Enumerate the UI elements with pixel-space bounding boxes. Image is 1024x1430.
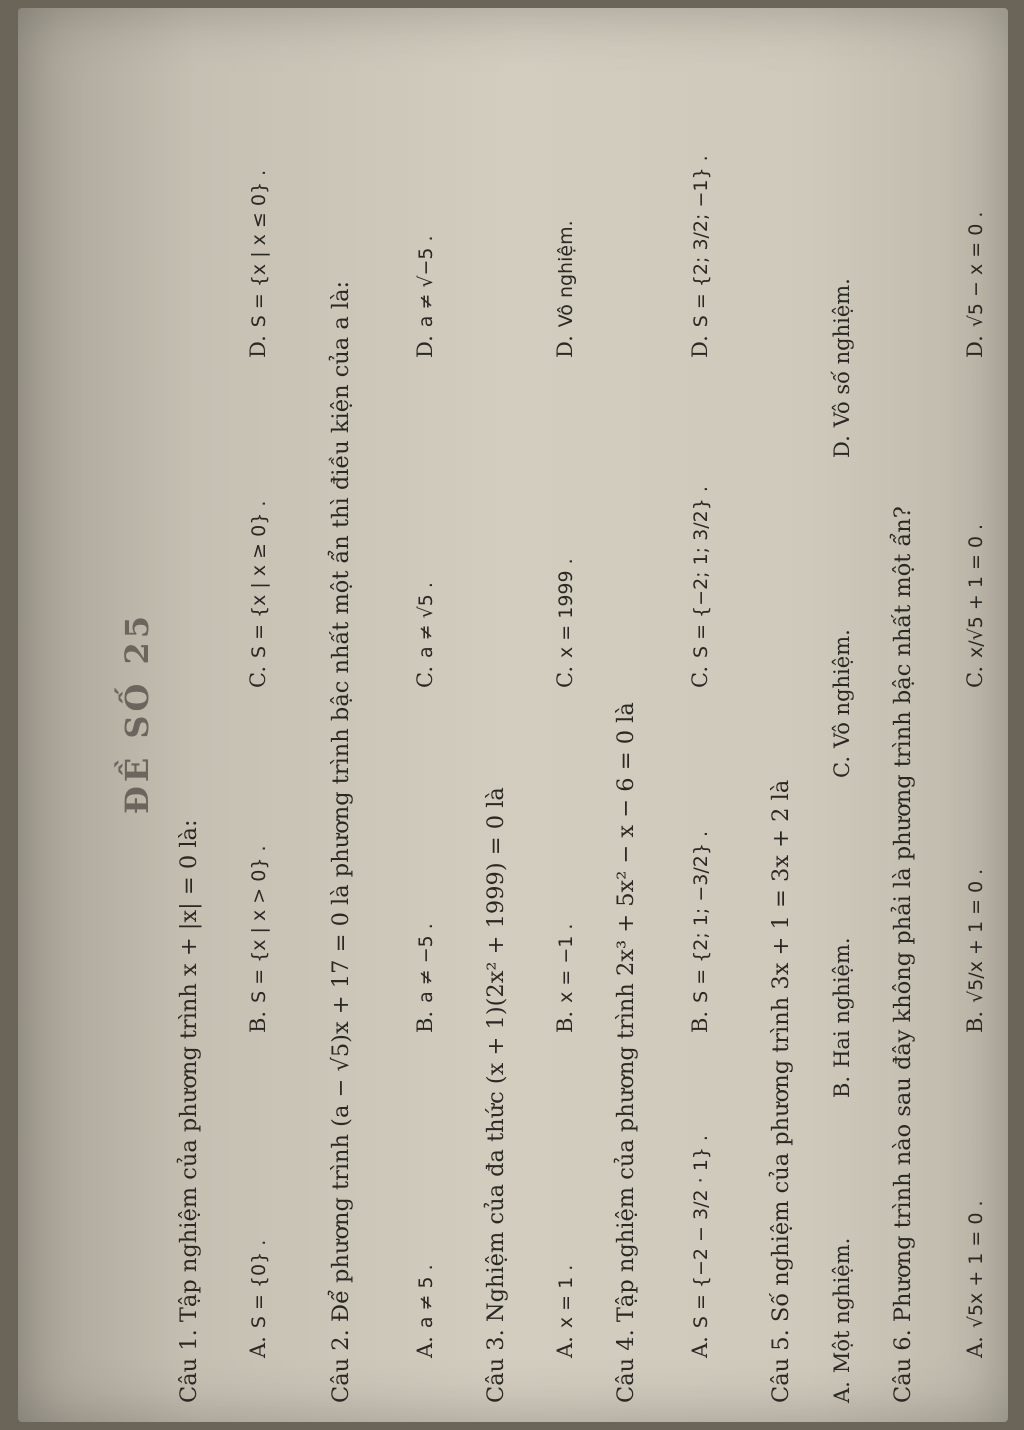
exam-title: ĐỀ SỐ 25: [118, 611, 156, 815]
question-6-option-c[interactable]: C.x/√5 + 1 = 0 .: [963, 523, 987, 688]
question-6-text: Phương trình nào sau đây không phải là phương trình bậc nhất một ẩn?: [890, 506, 916, 1323]
exam-paper: [18, 8, 1008, 1422]
question-4-option-b[interactable]: B.S = {2; 1; −3/2} .: [688, 831, 712, 1033]
question-4-text: Tập nghiệm của phương trình 2x³ + 5x² − x − 6 = 0 là: [613, 702, 639, 1323]
question-4-label: Câu 4.: [613, 1329, 639, 1403]
question-1-option-c[interactable]: C.S = {x | x ≥ 0} .: [246, 500, 270, 688]
question-2-text: Để phương trình (a − √5)x + 17 = 0 là phương trình bậc nhất một ẩn thì điều kiện của a là:: [328, 280, 354, 1323]
question-4-option-d[interactable]: D.S = {2; 3/2; −1} .: [688, 155, 712, 358]
question-1-option-d[interactable]: D.S = {x | x ≤ 0} .: [246, 169, 270, 358]
question-3-option-a[interactable]: A.x = 1 .: [553, 1264, 577, 1358]
question-1-label: Câu 1.: [176, 1329, 202, 1403]
question-3-option-d[interactable]: D.Vô nghiệm.: [553, 220, 577, 358]
question-4-option-c[interactable]: C.S = {−2; 1; 3/2} .: [688, 486, 712, 688]
question-3-text: Nghiệm của đa thức (x + 1)(2x² + 1999) = 0 là: [483, 787, 509, 1323]
question-5-option-b[interactable]: B.Hai nghiệm.: [830, 937, 854, 1098]
question-1-option-a[interactable]: A.S = {0} .: [246, 1239, 270, 1358]
question-1-text: Tập nghiệm của phương trình x + |x| = 0 là:: [176, 819, 202, 1323]
question-5-option-a[interactable]: A.Một nghiệm.: [830, 1237, 854, 1403]
question-3-option-c[interactable]: C.x = 1999 .: [553, 558, 577, 688]
question-5: [768, 780, 794, 1403]
question-5-label: Câu 5.: [768, 1329, 794, 1403]
exam-content: [118, 23, 1024, 1403]
question-6-option-a[interactable]: A.√5x + 1 = 0 .: [963, 1200, 987, 1358]
question-4: [613, 702, 639, 1403]
question-2-label: Câu 2.: [328, 1329, 354, 1403]
question-6: [890, 506, 916, 1403]
question-5-option-d[interactable]: D.Vô số nghiệm.: [830, 278, 854, 458]
question-2-option-b[interactable]: B.a ≠ −5 .: [413, 923, 437, 1033]
question-6-option-d[interactable]: D.√5 − x = 0 .: [963, 211, 987, 358]
question-3-option-b[interactable]: B.x = −1 .: [553, 923, 577, 1033]
question-2-option-c[interactable]: C.a ≠ √5 .: [413, 582, 437, 688]
question-1: [176, 819, 202, 1403]
question-2-option-d[interactable]: D.a ≠ √−5 .: [413, 235, 437, 358]
question-5-text: Số nghiệm của phương trình 3x + 1 = 3x + 2 là: [768, 779, 794, 1323]
question-6-label: Câu 6.: [890, 1329, 916, 1403]
question-2: [328, 281, 354, 1403]
question-6-option-b[interactable]: B.√5/x + 1 = 0 .: [963, 868, 987, 1033]
question-3: [483, 787, 509, 1403]
question-3-label: Câu 3.: [483, 1329, 509, 1403]
question-1-option-b[interactable]: B.S = {x | x > 0} .: [246, 845, 270, 1033]
question-4-option-a[interactable]: A.S = {−2 − 3/2 · 1} .: [688, 1135, 712, 1358]
question-5-option-c[interactable]: C.Vô nghiệm.: [830, 629, 854, 778]
question-2-option-a[interactable]: A.a ≠ 5 .: [413, 1264, 437, 1358]
